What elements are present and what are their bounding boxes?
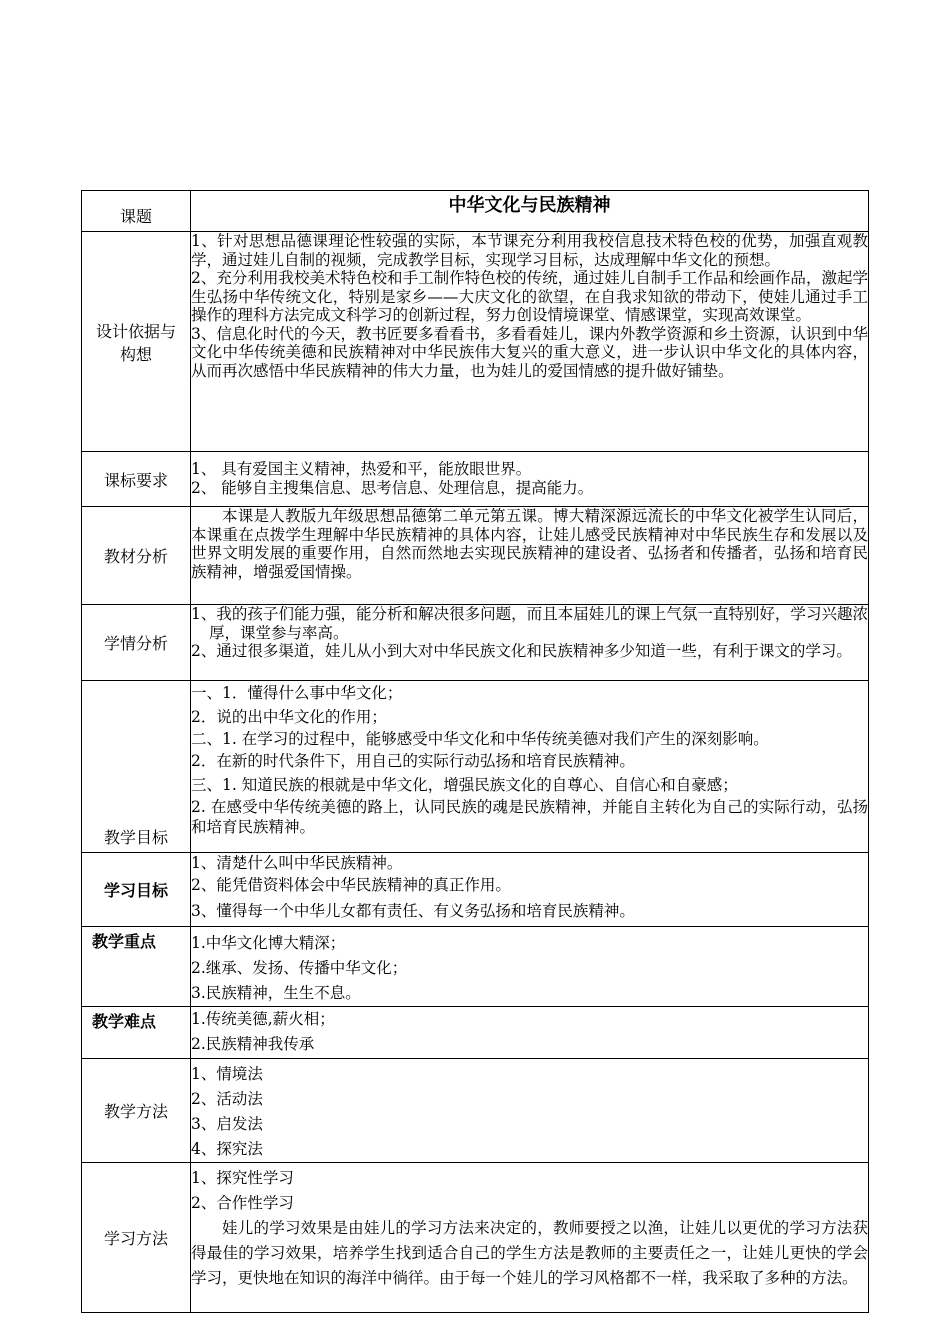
learning-methods-text: 娃儿的学习效果是由娃儿的学习方法来决定的，教师要授之以渔，让娃儿以更优的学习方法获得最佳的学习效果，培养学生找到适合自己的学生方法是教师的主要责任之一，让娃儿更快的学会学习，更快地在知识的海洋中徜徉。由于每一个娃儿的学习风格都不一样，我采取了多种的方法。 [191,1219,868,1287]
list-item: 1、情境法 [191,1065,263,1083]
list-item: 2.继承、发扬、传播中华文化； [191,959,408,977]
key-points-content [191,927,869,1007]
list-item: 2.民族精神我传承 [191,1035,315,1053]
list-item: 2、合作性学习 [191,1194,294,1212]
students-content [191,605,869,681]
list-item: 二、1. 在学习的过程中，能够感受中华文化和中华传统美德对我们产生的深刻影响。 [191,730,769,748]
lesson-plan-table [81,190,869,1313]
row-teaching-methods [82,1059,869,1163]
learning-goals-content [191,853,869,927]
row-key-points [82,927,869,1007]
design-content [191,232,869,452]
list-item: 2、活动法 [191,1090,263,1108]
row-students [82,605,869,681]
learning-methods-label: 学习方法 [82,1163,191,1313]
row-textbook [82,507,869,605]
row-design [82,232,869,452]
list-item: 3、懂得每一个中华儿女都有责任、有义务弘扬和培育民族精神。 [191,902,635,920]
list-item: 2、 能够自主搜集信息、思考信息、处理信息，提高能力。 [191,478,594,497]
list-item: 2、通过很多渠道，娃儿从小到大对中华民族文化和民族精神多少知道一些，有利于课文的学习。 [191,642,852,660]
key-points-label: 教学重点 [82,927,191,1007]
list-item: 1、我的孩子们能力强，能分析和解决很多问题，而且本届娃儿的课上气氛一直特别好，学习兴趣浓厚，课堂参与率高。 [191,605,868,642]
list-item: 2、能凭借资料体会中华民族精神的真正作用。 [191,876,511,894]
row-title [82,191,869,232]
list-item: 4、探究法 [191,1140,263,1158]
design-paragraph: 3、信息化时代的今天，教书匠要多看看书，多看看娃儿，课内外教学资源和乡土资源，认识到中华文化中华传统美德和民族精神对中华民族伟大复兴的重大意义，进一步认识中华文化的具体内容，从而再次感悟中华民族精神的伟大力量，也为娃儿的爱国情感的提升做好铺垫。 [191,324,868,380]
lesson-title: 中华文化与民族精神 [191,191,869,232]
textbook-text: 本课是人教版九年级思想品德第二单元第五课。博大精深源远流长的中华文化被学生认同后，本课重在点拨学生理解中华民族精神的具体内容，让娃儿感受民族精神对中华民族生存和发展以及世界文明发展的重要作用，自然而然地去实现民族精神的建设者、弘扬者和传播者，弘扬和培育民族精神，增强爱国情操。 [191,507,868,581]
learning-goals-label: 学习目标 [82,853,191,927]
design-paragraph: 1、针对思想品德课理论性较强的实际，本节课充分利用我校信息技术特色校的优势，加强直观教学，通过娃儿自制的视频，完成教学目标，实现学习目标，达成理解中华文化的预想。 [191,232,868,269]
list-item: 2．在新的时代条件下，用自己的实际行动弘扬和培育民族精神。 [191,752,635,770]
title-label: 课题 [82,191,191,232]
design-label [82,232,191,452]
row-teaching-goals [82,681,869,853]
difficulties-label: 教学难点 [82,1007,191,1059]
list-item: 1.中华文化博大精深； [191,934,346,952]
learning-methods-content [191,1163,869,1313]
difficulties-content [191,1007,869,1059]
list-item: 2. 在感受中华传统美德的路上，认同民族的魂是民族精神，并能自主转化为自己的实际行动，弘扬和培育民族精神。 [191,798,868,836]
list-item: 三、1. 知道民族的根就是中华文化，增强民族文化的自尊心、自信心和自豪感； [191,776,738,794]
design-paragraph: 2、充分利用我校美术特色校和手工制作特色校的传统，通过娃儿自制手工作品和绘画作品，激起学生弘扬中华传统文化，特别是家乡——大庆文化的欲望，在自我求知欲的带动下，使娃儿通过手工操作的理科方法完成文科学习的创新过程，努力创设情境课堂、情感课堂，实现高效课堂。 [191,269,868,324]
list-item: 1、 具有爱国主义精神，热爱和平，能放眼世界。 [191,460,532,478]
teaching-methods-content [191,1059,869,1163]
row-difficulties [82,1007,869,1059]
list-item: 1、探究性学习 [191,1169,294,1187]
curriculum-content [191,452,869,507]
list-item: 一、1．懂得什么事中华文化； [191,684,403,702]
row-learning-goals [82,853,869,927]
list-item: 3、启发法 [191,1115,263,1133]
students-label: 学情分析 [82,605,191,681]
textbook-content [191,507,869,605]
teaching-methods-label: 教学方法 [82,1059,191,1163]
row-learning-methods [82,1163,869,1313]
list-item: 1.传统美德,薪火相； [191,1010,335,1028]
teaching-goals-content [191,681,869,853]
list-item: 3.民族精神，生生不息。 [191,984,361,1002]
list-item: 1、清楚什么叫中华民族精神。 [191,854,403,872]
teaching-goals-label: 教学目标 [82,681,191,853]
list-item: 2．说的出中华文化的作用； [191,708,387,726]
curriculum-label: 课标要求 [82,452,191,507]
design-label-text: 设计依据与构想 [95,321,176,364]
textbook-label: 教材分析 [82,507,191,605]
row-curriculum [82,452,869,507]
